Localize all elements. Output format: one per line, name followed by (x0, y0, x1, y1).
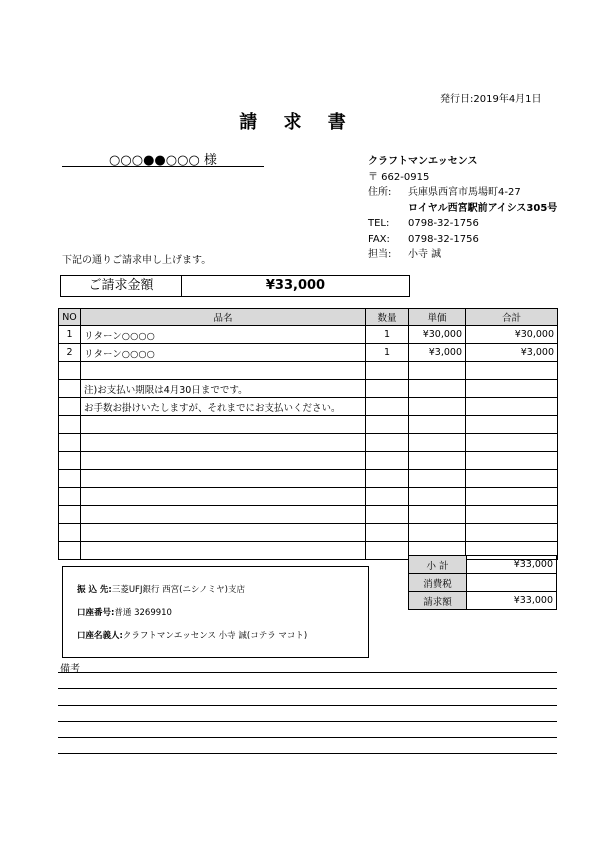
bank-info-box (62, 566, 369, 658)
row-item: リターン○○○○ (81, 344, 366, 362)
table-row (59, 326, 558, 344)
table-row (59, 344, 558, 362)
billing-amount-value: ¥33,000 (265, 278, 326, 293)
row-qty (366, 362, 409, 380)
table-row (59, 524, 558, 542)
row-qty (366, 542, 409, 560)
header-qty: 数量 (366, 309, 409, 326)
row-qty (366, 380, 409, 398)
table-row (59, 416, 558, 434)
sender-contact-row (368, 247, 557, 263)
recipient-name: ○○○●●○○○ 様 (62, 149, 264, 167)
items-table (58, 308, 558, 560)
row-no (59, 398, 81, 416)
totals-table (408, 555, 557, 610)
row-total (466, 470, 558, 488)
row-no (59, 380, 81, 398)
remarks-rule (58, 753, 557, 754)
row-item (81, 470, 366, 488)
row-item (81, 362, 366, 380)
row-no (59, 452, 81, 470)
bank-holder-value: クラフトマンエッセンス 小寺 誠(コテラ マコト) (122, 631, 308, 641)
row-unit-price (409, 470, 466, 488)
fax-value: 0798-32-1756 (408, 233, 479, 245)
row-item (81, 506, 366, 524)
bank-transfer-value: 三菱UFJ銀行 西宮(ニシノミヤ)支店 (111, 585, 245, 595)
sender-block (368, 154, 557, 263)
tax-label: 消費税 (409, 574, 467, 592)
row-no: 2 (59, 344, 81, 362)
remarks-label: 備考 (60, 664, 80, 675)
intro-text: 下記の通りご請求申し上げます。 (62, 255, 212, 266)
sender-postal: 〒 662-0915 (368, 171, 430, 183)
row-qty (366, 488, 409, 506)
table-row (59, 362, 558, 380)
row-item (81, 452, 366, 470)
header-no: NO (59, 309, 81, 326)
row-no (59, 542, 81, 560)
contact-label: 担当: (368, 249, 392, 260)
row-unit-price (409, 506, 466, 524)
bank-account-label: 口座番号: (77, 608, 115, 618)
row-qty: 1 (366, 326, 409, 344)
subtotal-value: ¥33,000 (467, 556, 557, 574)
remarks-rule (58, 705, 557, 706)
issue-date: 発行日:2019年4月1日 (440, 94, 542, 105)
remarks-rule (58, 672, 557, 673)
header-item: 品名 (81, 309, 366, 326)
row-unit-price (409, 434, 466, 452)
row-item: リターン○○○○ (81, 326, 366, 344)
row-total (466, 398, 558, 416)
tel-label: TEL: (368, 218, 390, 229)
address-line-2: ロイヤル西宮駅前アイシス305号 (408, 202, 558, 214)
table-row (59, 452, 558, 470)
row-no (59, 470, 81, 488)
sender-address-row-2 (368, 201, 557, 217)
bank-account-line (77, 606, 172, 618)
bank-account-value: 普通 3269910 (114, 608, 172, 618)
table-row (59, 380, 558, 398)
row-qty (366, 506, 409, 524)
bank-holder-line (77, 629, 307, 641)
bank-holder-label: 口座名義人: (77, 631, 123, 641)
row-unit-price (409, 398, 466, 416)
row-total (466, 506, 558, 524)
row-unit-price (409, 380, 466, 398)
row-unit-price: ¥30,000 (409, 326, 466, 344)
tax-row (409, 574, 557, 592)
row-unit-price (409, 452, 466, 470)
row-total (466, 362, 558, 380)
address-line-1: 兵庫県西宮市馬場町4-27 (408, 187, 521, 198)
row-no (59, 524, 81, 542)
row-no (59, 488, 81, 506)
address-label: 住所: (368, 187, 392, 198)
invoice-total-row (409, 592, 557, 610)
contact-value: 小寺 誠 (408, 249, 442, 260)
row-item (81, 524, 366, 542)
sender-tel-row (368, 216, 557, 232)
row-qty (366, 434, 409, 452)
row-item: お手数お掛けいたしますが、それまでにお支払いください。 (81, 398, 366, 416)
row-qty (366, 470, 409, 488)
row-qty: 1 (366, 344, 409, 362)
row-no (59, 362, 81, 380)
invoice-total-label: 請求額 (409, 592, 467, 610)
tax-value (467, 574, 557, 592)
remarks-rule (58, 688, 557, 689)
row-item: 注)お支払い期限は4月30日までです。 (81, 380, 366, 398)
bank-transfer-line (77, 583, 245, 595)
row-unit-price (409, 524, 466, 542)
row-total: ¥30,000 (466, 326, 558, 344)
table-row (59, 434, 558, 452)
remarks-rule (58, 721, 557, 722)
invoice-total-value: ¥33,000 (467, 592, 557, 610)
remarks-rule (58, 737, 557, 738)
billing-amount-box (60, 275, 410, 297)
document-title: 請 求 書 (239, 112, 356, 133)
header-total: 合計 (466, 309, 558, 326)
row-qty (366, 416, 409, 434)
row-total (466, 380, 558, 398)
row-no: 1 (59, 326, 81, 344)
row-qty (366, 524, 409, 542)
row-unit-price (409, 488, 466, 506)
table-row (59, 506, 558, 524)
header-unit-price: 単価 (409, 309, 466, 326)
row-qty (366, 452, 409, 470)
row-item (81, 488, 366, 506)
subtotal-label: 小 計 (409, 556, 467, 574)
row-no (59, 506, 81, 524)
row-total: ¥3,000 (466, 344, 558, 362)
table-row (59, 488, 558, 506)
sender-fax-row (368, 232, 557, 248)
row-unit-price (409, 416, 466, 434)
row-item (81, 416, 366, 434)
fax-label: FAX: (368, 233, 390, 245)
row-total (466, 524, 558, 542)
table-row (59, 398, 558, 416)
sender-address-row (368, 185, 557, 201)
row-item (81, 542, 366, 560)
row-unit-price (409, 362, 466, 380)
billing-amount-label: ご請求金額 (61, 276, 182, 296)
subtotal-row (409, 556, 557, 574)
row-total (466, 488, 558, 506)
tel-value: 0798-32-1756 (408, 218, 479, 229)
row-total (466, 416, 558, 434)
row-no (59, 416, 81, 434)
row-qty (366, 398, 409, 416)
row-no (59, 434, 81, 452)
row-unit-price: ¥3,000 (409, 344, 466, 362)
sender-company: クラフトマンエッセンス (368, 156, 478, 167)
table-row (59, 470, 558, 488)
row-total (466, 452, 558, 470)
bank-transfer-label: 振 込 先: (77, 585, 112, 595)
row-total (466, 434, 558, 452)
items-header-row (59, 309, 558, 326)
row-item (81, 434, 366, 452)
